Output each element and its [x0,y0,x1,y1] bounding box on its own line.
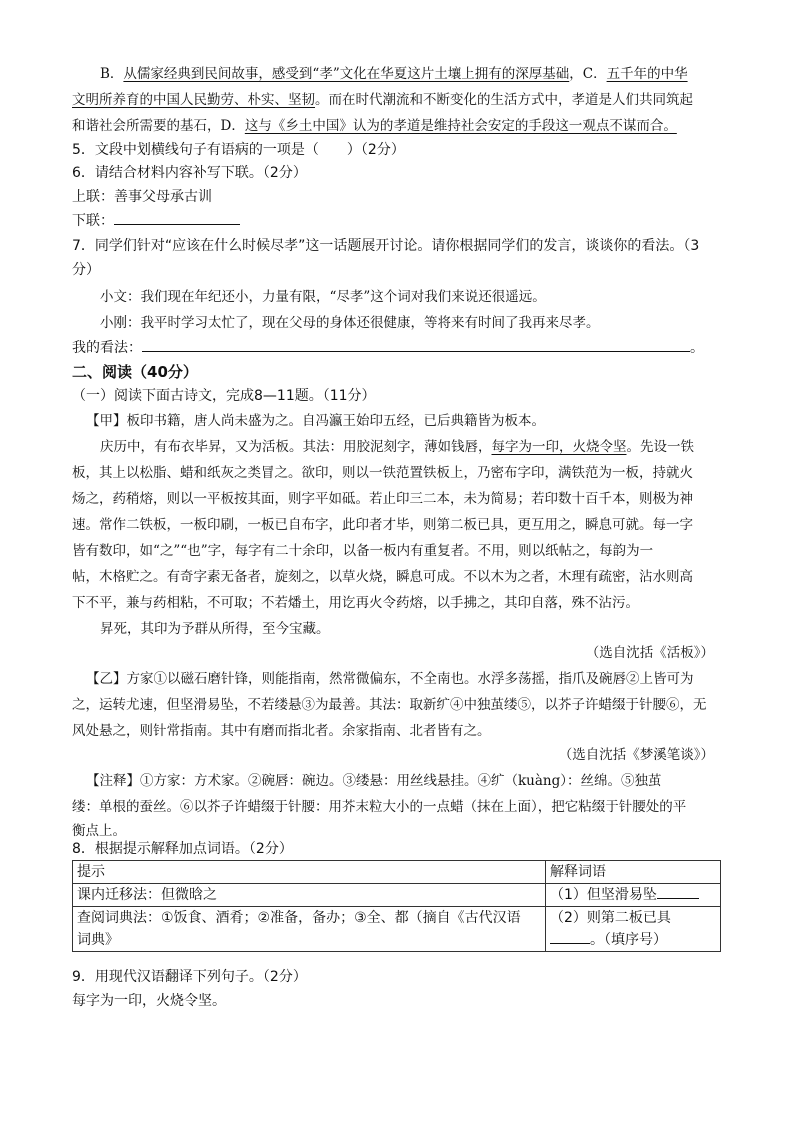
passage-text: 庆历中，有布衣毕昇，又为活板。其法：用胶泥刻字，薄如钱唇， [100,439,492,455]
notes-line1: 【注释】①方家：方术家。②碗唇：碗边。③缕悬：用丝线悬挂。④纩（kuàng）：丝绵。⑤独茧 [86,773,662,789]
notes-line3: 衡点上。 [72,823,126,839]
passage-jia-line3: 板，其上以松脂、蜡和纸灰之类冒之。欲印，则以一铁范置铁板上，乃密布字印，满铁范为一板，持就火 [72,465,693,481]
table-header-hint: 提示 [73,861,546,884]
option-c-prefix: ，C． [569,66,607,82]
passage-jia-line6: 皆有数印，如“之”“也”字，每字有二十余印，以备一板内有重复者。不用，则以纸帖之，每韵为一 [72,543,654,559]
passage-text: 。先设一铁 [626,439,694,455]
row2-hint-cell [73,907,546,952]
xiaowen-statement: 小文：我们现在年纪还小，力量有限，“尽孝”这个词对我们来说还很遥远。 [100,289,546,305]
row1-word-cell [546,884,721,907]
passage-jia-line1: 【甲】板印书籍，唐人尚未盛为之。自冯瀛王始印五经，已后典籍皆为板本。 [86,413,545,429]
q4-option-b-line1 [100,63,688,85]
passage-yi-line2: 之，运转尤速，但坚滑易坠，不若缕悬③为最善。其法：取新纩④中独茧缕⑤，以芥子许蜡缀于针腰⑥，无 [72,697,707,713]
passage-jia-line9: 昇死，其印为予群从所得，至今宝藏。 [100,621,330,637]
row1-hint: 课内迁移法：但微晗之 [73,884,546,907]
table-row [73,861,721,884]
row2-word: （2）则第二板已具 [550,910,671,926]
lower-couplet-row [72,210,240,232]
passage-yi-line1: 【乙】方家①以磁石磨针锋，则能指南，然常微偏东，不全南也。水浮多荡摇，指爪及碗唇②上皆可为 [86,671,694,687]
my-view-answer-blank[interactable] [142,337,690,352]
underlined-sentence-c-part1: 五千年的中华 [606,66,688,82]
my-view-end-mark: 。 [690,340,704,356]
q4-option-b-line2 [72,89,693,111]
question-6-stem: 6．请结合材料内容补写下联。（2分） [72,165,307,181]
question-9-stem: 9．用现代汉语翻译下列句子。（2分） [72,969,307,985]
question-7-stem-line2: 分） [72,262,100,278]
question-8-stem: 8．根据提示解释加点词语。（2分） [72,841,293,857]
question-9-sentence: 每字为一印，火烧令坚。 [72,993,226,1009]
table-row [73,907,721,952]
table-header-words: 解释词语 [546,861,721,884]
passage-yi-line3: 风处悬之，则针常指南。其中有磨而指北者。余家指南、北者皆有之。 [72,723,491,739]
option-text: 。而在时代潮流和不断变化的生活方式中，孝道是人们共同筑起 [315,92,693,108]
passage-jia-line8: 下不平，兼与药相粘，不可取；不若燔土，用讫再火令药熔，以手拂之，其印自落，殊不沾污。 [72,595,639,611]
row1-word: （1）但坚滑易坠 [550,887,657,903]
lower-couplet-label: 下联： [72,213,114,229]
underlined-sentence-c-part2: 文明所养育的中国人民勤劳、朴实、坚韧 [72,92,315,108]
option-text: 和谐社会所需要的基石，D． [72,118,245,134]
passage-jia-line5: 速。常作二铁板，一板印刷，一板已自布字，此印者才毕，则第二板已具，更互用之，瞬息可就。每一字 [72,517,693,533]
row2-hint-line1: 查阅词典法：①饭食、酒肴；②准备，备办；③全、都（摘自《古代汉语 [77,910,521,926]
notes-line2: 缕：单根的蚕丝。⑥以芥子许蜡缀于针腰：用芥末粒大小的一点蜡（抹在上面），把它粘缀于针腰处的平 [72,799,687,815]
question-5: 5．文段中划横线句子有语病的一项是（ ）（2分） [72,142,405,158]
my-view-label: 我的看法： [72,340,142,356]
row2-hint-line2: 词典》 [77,932,119,948]
reading-part-1-instruction: （一）阅读下面古诗文，完成8—11题。（11分） [72,388,376,404]
row2-answer-row [550,929,716,951]
section-2-title: 二、阅读（40分） [72,363,198,381]
hint-table [72,860,721,952]
passage-jia-source: （选自沈括《活板》） [585,645,714,661]
row1-answer-blank[interactable] [657,884,699,899]
option-b-prefix: B． [100,66,124,82]
passage-jia-line4: 炀之，药稍熔，则以一平板按其面，则字平如砥。若止印三二本，未为简易；若印数十百千本，则极为神 [72,491,693,507]
passage-yi-source: （选自沈括《梦溪笔谈》） [558,747,714,763]
row2-fill-note: 。（填序号） [590,932,667,948]
table-row [73,884,721,907]
row2-answer-blank[interactable] [550,929,590,944]
passage-jia-line7: 帖，木格贮之。有奇字素无备者，旋刻之，以草火烧，瞬息可成。不以木为之者，木理有疏密，沾水则高 [72,569,693,585]
question-7-stem-line1: 7．同学们针对“应该在什么时候尽孝”这一话题展开讨论。请你根据同学们的发言，谈谈你的看法。（3 [72,238,700,254]
my-view-row [72,337,704,359]
q4-option-b-line3 [72,115,677,137]
passage-jia-line2 [100,436,694,458]
underlined-translation-sentence: 每字为一印，火烧令坚 [491,439,627,455]
row2-word-cell [546,907,721,952]
lower-couplet-answer-blank[interactable] [114,210,240,225]
upper-couplet: 上联：善事父母承古训 [72,189,212,205]
underlined-sentence-d: 这与《乡土中国》认为的孝道是维持社会安定的手段这一观点不谋而合。 [244,118,677,134]
underlined-sentence-b: 从儒家经典到民间故事，感受到“孝”文化在华夏这片土壤上拥有的深厚基础 [123,66,570,82]
xiaogang-statement: 小刚：我平时学习太忙了，现在父母的身体还很健康，等将来有时间了我再来尽孝。 [100,315,600,331]
